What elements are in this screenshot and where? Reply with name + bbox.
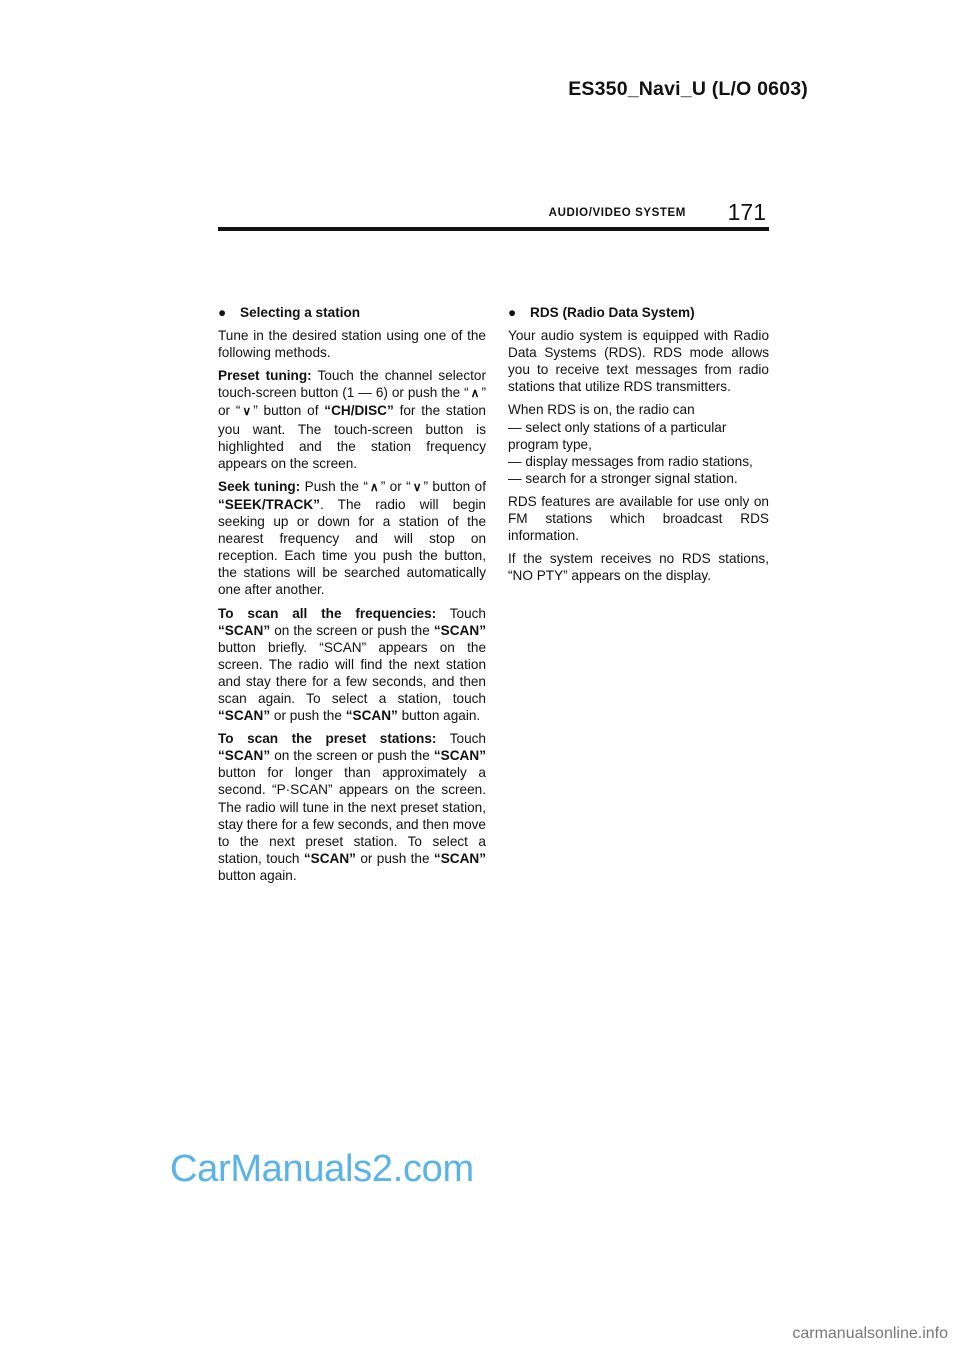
footer-url: carmanualsonline.info	[792, 1325, 948, 1342]
rds-intro-paragraph: Your audio system is equipped with Radio Data Systems (RDS). RDS mode allows you to receive text messages from radio stations that utilize RDS transmitters.	[508, 328, 769, 395]
right-heading: ● RDS (Radio Data System)	[508, 305, 695, 320]
watermark: CarManuals2.com	[170, 1148, 474, 1190]
header-rule	[218, 227, 769, 231]
intro-paragraph: Tune in the desired station using one of the following methods.	[218, 328, 486, 361]
preset-tuning-paragraph: Preset tuning: Touch the channel selector touch-screen button (1 — 6) or push the “ ∧ ” or “ ∨ ” button of “CH/DISC” for the station you want. The touch-screen button is highlighted and the station frequency appears on the screen.	[218, 368, 487, 471]
rds-features-paragraph: RDS features are available for use only on FM stations which broadcast RDS information.	[508, 493, 769, 544]
list-item: — display messages from radio stations,	[508, 453, 753, 469]
list-item: — select only stations of a particular program type,	[508, 419, 727, 452]
list-item: — search for a stronger signal station.	[508, 470, 738, 486]
seek-track-button-label: “SEEK/TRACK”	[218, 496, 320, 512]
document-id: ES350_Navi_U (L/O 0603)	[568, 78, 808, 100]
down-arrow-icon: ∨	[412, 479, 422, 494]
left-heading: ● Selecting a station	[218, 305, 361, 320]
left-column	[218, 304, 486, 890]
seek-tuning-paragraph: Seek tuning: Push the “ ∧ ” or “ ∨ ” button of “SEEK/TRACK”. The radio will begin seeking up or down for a station of the nearest frequency and will stop on reception. Each time you push the button, the stations will be searched automatically one after another.	[218, 478, 486, 598]
right-column	[508, 304, 769, 590]
bullet-icon: ●	[218, 305, 227, 320]
rds-list-paragraph: When RDS is on, the radio can — select only stations of a particular program type, — display messages from radio stations, — search for a stronger signal station.	[508, 402, 753, 486]
section-title: AUDIO/VIDEO SYSTEM	[548, 207, 686, 219]
bullet-icon: ●	[508, 305, 517, 320]
no-pty-paragraph: If the system receives no RDS stations, “NO PTY” appears on the display.	[508, 551, 769, 584]
scan-all-paragraph: To scan all the frequencies: Touch “SCAN” on the screen or push the “SCAN” button briefly. “SCAN” appears on the screen. The radio will find the next station and stay there for a few seconds, and then scan again. To select a station, touch “SCAN” or push the “SCAN” button again.	[218, 605, 486, 724]
page-number: 171	[727, 199, 766, 225]
up-arrow-icon: ∧	[369, 479, 379, 494]
up-arrow-icon: ∧	[470, 386, 480, 401]
ch-disc-button-label: “CH/DISC”	[324, 403, 394, 419]
scan-preset-paragraph: To scan the preset stations: Touch “SCAN” on the screen or push the “SCAN” button for longer than approximately a second. “P·SCAN” appears on the screen. The radio will tune in the next preset station, stay there for a few seconds, and then move to the next preset station. To select a station, touch “SCAN” or push the “SCAN” button again.	[218, 731, 487, 883]
down-arrow-icon: ∨	[242, 404, 252, 419]
